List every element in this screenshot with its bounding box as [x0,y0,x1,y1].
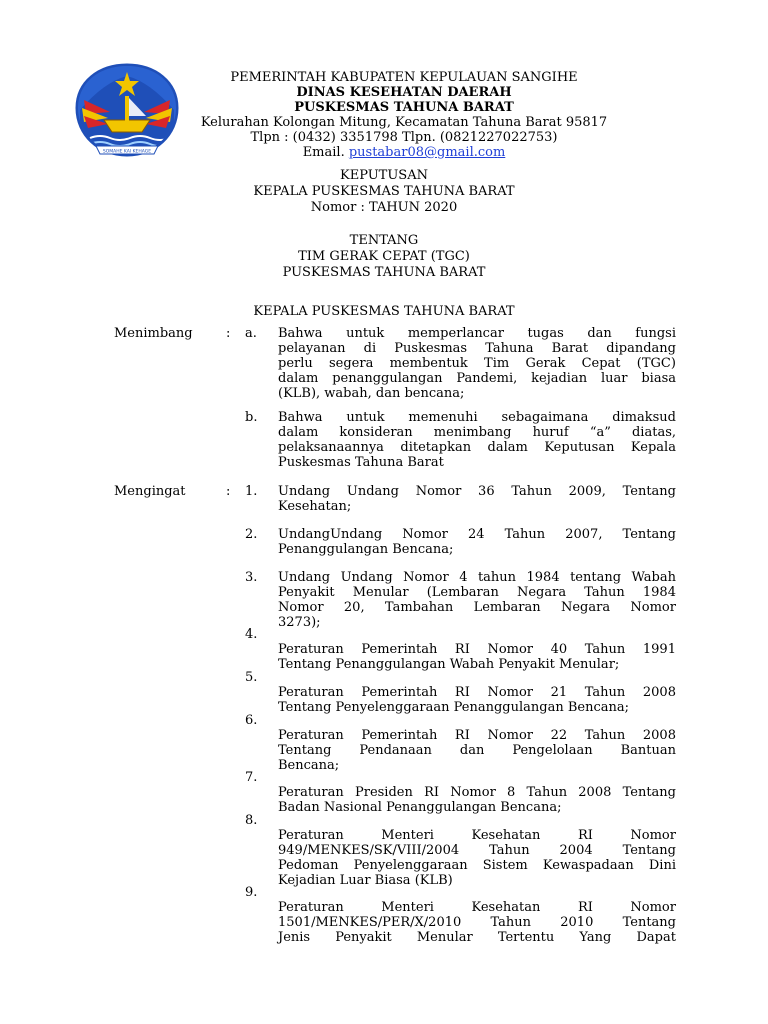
mengingat-item-9 [278,900,676,945]
paragraph-line: Undang Undang Nomor 36 Tahun 2009, Tentang [278,484,676,499]
paragraph-line: UndangUndang Nomor 24 Tahun 2007, Tentang [278,527,676,542]
paragraph-line: Peraturan Menteri Kesehatan RI Nomor [278,900,676,915]
paragraph-line: Tentang Penyelenggaraan Penanggulangan Bencana; [278,700,630,715]
paragraph-line: 949/MENKES/SK/VIII/2004 Tahun 2004 Tentang [278,843,676,858]
mengingat-num-2: 2. [245,527,258,542]
mengingat-num-1: 1. [245,484,258,499]
paragraph-line: Nomor 20, Tambahan Lembaran Negara Nomor [278,600,676,615]
menimbang-label: Menimbang [114,326,193,341]
subject-label: TENTANG [349,233,419,248]
paragraph-line: Badan Nasional Penanggulangan Bencana; [278,800,562,815]
paragraph-line: Puskesmas Tahuna Barat [278,455,444,470]
paragraph-line: dalam penanggulangan Pandemi, kejadian luar biasa [278,371,676,386]
mengingat-num-8: 8. [245,813,258,828]
paragraph-line: Peraturan Pemerintah RI Nomor 21 Tahun 2008 [278,685,676,700]
mengingat-colon: : [226,484,231,499]
paragraph-line: Tentang Pendanaan dan Pengelolaan Bantuan [278,743,676,758]
menimbang-item-b [278,410,676,470]
subject-line-2: PUSKESMAS TAHUNA BARAT [282,265,486,280]
mengingat-item-2 [278,527,676,557]
mengingat-num-6: 6. [245,713,258,728]
email-line [176,145,632,160]
mengingat-item-6 [278,728,676,773]
decree-subject [100,233,668,281]
paragraph-line: Bahwa untuk memenuhi sebagaimana dimaksud [278,410,676,425]
mengingat-item-8 [278,828,676,888]
email-link[interactable]: pustabar08@gmail.com [348,145,506,160]
mengingat-item-1 [278,484,676,514]
phone: Tlpn : (0432) 3351798 Tlpn. (0821227022753) [250,130,558,145]
paragraph-line: Bahwa untuk memperlancar tugas dan fungsi [278,326,676,341]
paragraph-line: Jenis Penyakit Menular Tertentu Yang Dapat [278,930,676,945]
paragraph-line: perlu segera membentuk Tim Gerak Cepat (TGC) [278,356,676,371]
mengingat-num-9: 9. [245,885,258,900]
letterhead [176,70,632,160]
paragraph-line: (KLB), wabah, dan bencana; [278,386,465,401]
paragraph-line: Penyakit Menular (Lembaran Negara Tahun 1984 [278,585,676,600]
paragraph-line: Bencana; [278,758,340,773]
email-label: Email. [302,145,345,160]
subject-line-1: TIM GERAK CEPAT (TGC) [298,249,470,264]
paragraph-line: dalam konsideran menimbang huruf “a” diatas, [278,425,676,440]
mengingat-item-3 [278,570,676,630]
paragraph-line: Penanggulangan Bencana; [278,542,454,557]
decree-number: Nomor : TAHUN 2020 [310,200,458,215]
paragraph-line: Pedoman Penyelenggaraan Sistem Kewaspadaan Dini [278,858,676,873]
address: Kelurahan Kolongan Mitung, Kecamatan Tahuna Barat 95817 [200,115,608,130]
mengingat-num-5: 5. [245,670,258,685]
government-name: PEMERINTAH KABUPATEN KEPULAUAN SANGIHE [230,70,578,85]
regency-emblem-icon [74,62,180,158]
paragraph-line: Undang Undang Nomor 4 tahun 1984 tentang Wabah [278,570,676,585]
mengingat-num-7: 7. [245,770,258,785]
paragraph-line: Kejadian Luar Biasa (KLB) [278,873,453,888]
decree-heading [100,168,668,216]
menimbang-num-a: a. [245,326,257,341]
paragraph-line: Kesehatan; [278,499,352,514]
paragraph-line: Peraturan Menteri Kesehatan RI Nomor [278,828,676,843]
emblem-motto: SOMAHE KAI KEHAGE [102,149,152,155]
paragraph-line: pelayanan di Puskesmas Tahuna Barat dipandang [278,341,676,356]
mengingat-item-4 [278,642,676,672]
paragraph-line: Tentang Penanggulangan Wabah Penyakit Menular; [278,657,620,672]
paragraph-line: 3273); [278,615,321,630]
decree-authority: KEPALA PUSKESMAS TAHUNA BARAT [253,184,515,199]
paragraph-line: Peraturan Pemerintah RI Nomor 40 Tahun 1991 [278,642,676,657]
mengingat-num-4: 4. [245,627,258,642]
paragraph-line: 1501/MENKES/PER/X/2010 Tahun 2010 Tentang [278,915,676,930]
mengingat-num-3: 3. [245,570,258,585]
paragraph-line: Peraturan Pemerintah RI Nomor 22 Tahun 2008 [278,728,676,743]
health-center-name: PUSKESMAS TAHUNA BARAT [294,100,514,115]
mengingat-item-5 [278,685,676,715]
mengingat-item-7 [278,785,676,815]
department-name: DINAS KESEHATAN DAERAH [296,85,512,100]
issuer-heading [100,304,668,320]
menimbang-colon: : [226,326,231,341]
menimbang-item-a [278,326,676,401]
menimbang-num-b: b. [245,410,258,425]
decree-label: KEPUTUSAN [340,168,428,183]
issuer-title: KEPALA PUSKESMAS TAHUNA BARAT [253,304,515,319]
paragraph-line: pelaksanaannya ditetapkan dalam Keputusan Kepala [278,440,676,455]
paragraph-line: Peraturan Presiden RI Nomor 8 Tahun 2008 Tentang [278,785,676,800]
mengingat-label: Mengingat [114,484,186,499]
